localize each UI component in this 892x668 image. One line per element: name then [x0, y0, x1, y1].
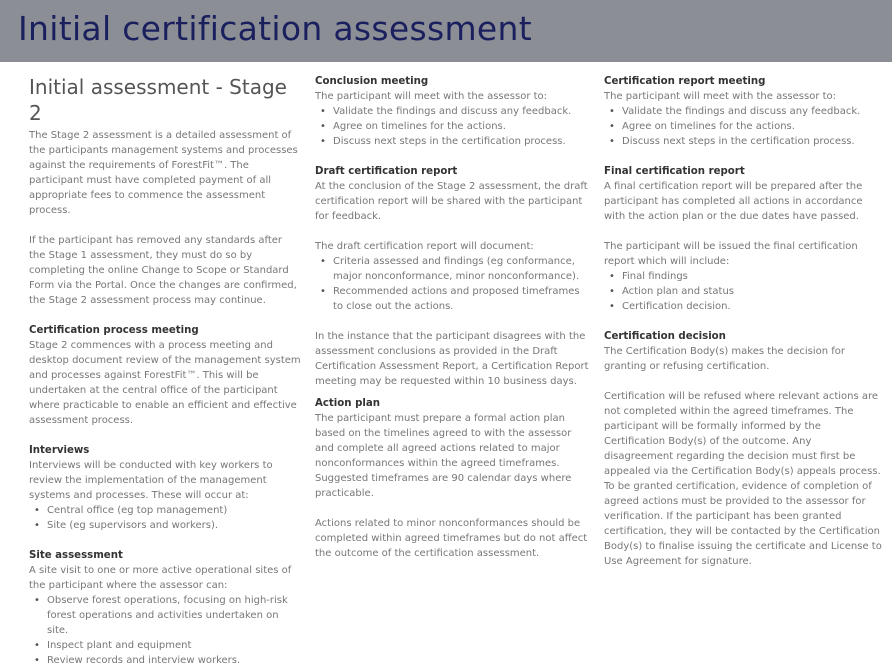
column-conclusion: [315, 74, 591, 561]
final-report-heading: Final certification report: [604, 166, 745, 177]
list-item: • Agree on timelines for the actions.: [622, 119, 882, 134]
interviews-heading: Interviews: [29, 445, 90, 456]
header-banner: [0, 0, 892, 62]
action-plan-text: The participant must prepare a formal action plan based on the timelines agreed to with the assessor and complete all agreed actions related to major nonconformances within the agreed timeframes. Suggested timeframes are 90 calendar days where practicable.: [315, 413, 572, 499]
stage-2-scope-change: If the participant has removed any standards after the Stage 1 assessment, they must do so by completing the online Change to Scope or Standard Form via the Portal. Once the changes are confirmed, the Stage 2 assessment process may continue.: [29, 235, 297, 306]
conclusion-meeting-heading: Conclusion meeting: [315, 76, 429, 87]
column-final: [604, 74, 882, 569]
final-report-list: [604, 269, 882, 314]
process-meeting-text: Stage 2 commences with a process meeting and desktop document review of the management system and processes against ForestFit™. This will be undertaken at the central office of the participant where practicable to enable an efficient and effective assessment process.: [29, 340, 301, 426]
decision-heading: Certification decision: [604, 331, 726, 342]
section-title: Initial assessment - Stage 2: [29, 75, 287, 125]
list-item: • Recommended actions and proposed timeframes to close out the actions.: [333, 284, 591, 314]
process-meeting-heading: Certification process meeting: [29, 325, 199, 336]
list-item: • Observe forest operations, focusing on high-risk forest operations and activities undertaken on site.: [47, 593, 301, 638]
list-item: • Criteria assessed and findings (eg conformance, major nonconformance, minor nonconformance).: [333, 254, 591, 284]
list-item: • Discuss next steps in the certification process.: [333, 134, 591, 149]
list-item: • Certification decision.: [622, 299, 882, 314]
decision-details-text: Certification will be refused where relevant actions are not completed within the agreed timeframes. The participant will be formally informed by the Certification Body(s) of the outcome. Any disagreement regarding the decision must first be appealed via the Certification Body(s) appeals process. To be granted certification, evidence of completion of agreed actions must be provided to the assessor for verification. If the participant has been granted certification, they will be contacted by the Certification Body(s) to finalise issuing the certificate and License to Use Agreement for signature.: [604, 391, 882, 567]
draft-report-document-text: The draft certification report will document:: [315, 241, 534, 252]
draft-report-heading: Draft certification report: [315, 166, 458, 177]
action-plan-minor-text: Actions related to minor nonconformances should be completed within agreed timeframes but do not affect the outcome of the certification assessment.: [315, 518, 588, 559]
list-item: • Discuss next steps in the certification process.: [622, 134, 882, 149]
site-assessment-heading: Site assessment: [29, 550, 123, 561]
disagreement-text: In the instance that the participant disagrees with the assessment conclusions as provided in the Draft Certification Assessment Report, a Certification Report meeting may be requested within 10 business days.: [315, 331, 589, 387]
report-meeting-list: [604, 104, 882, 149]
page-title: Initial certification assessment: [18, 9, 532, 48]
conclusion-meeting-text: The participant will meet with the assessor to:: [315, 91, 548, 102]
site-assessment-list: [29, 593, 301, 668]
list-item: • Site (eg supervisors and workers).: [47, 518, 301, 533]
draft-report-list: [315, 254, 591, 314]
conclusion-meeting-list: [315, 104, 591, 149]
interviews-text: Interviews will be conducted with key workers to review the implementation of the management systems and processes. These will occur at:: [29, 460, 273, 501]
decision-text: The Certification Body(s) makes the decision for granting or refusing certification.: [604, 346, 846, 372]
list-item: • Final findings: [622, 269, 882, 284]
list-item: • Inspect plant and equipment: [47, 638, 301, 653]
draft-report-text: At the conclusion of the Stage 2 assessment, the draft certification report will be shared with the participant for feedback.: [315, 181, 588, 222]
site-assessment-text: A site visit to one or more active operational sites of the participant where the assessor can:: [29, 565, 292, 591]
interviews-list: [29, 503, 301, 533]
column-stage-2: [29, 74, 301, 668]
final-report-text: A final certification report will be prepared after the participant has completed all actions in accordance with the action plan or the due dates have passed.: [604, 181, 863, 222]
report-meeting-text: The participant will meet with the assessor to:: [604, 91, 837, 102]
report-meeting-heading: Certification report meeting: [604, 76, 766, 87]
list-item: • Action plan and status: [622, 284, 882, 299]
list-item: • Agree on timelines for the actions.: [333, 119, 591, 134]
final-report-include-text: The participant will be issued the final certification report which will include:: [604, 241, 858, 267]
list-item: • Central office (eg top management): [47, 503, 301, 518]
list-item: • Review records and interview workers.: [47, 653, 301, 668]
list-item: • Validate the findings and discuss any feedback.: [333, 104, 591, 119]
stage-2-intro: The Stage 2 assessment is a detailed assessment of the participants management systems and processes against the requirements of ForestFit™. The participant must have completed payment of all appropriate fees to commence the assessment process.: [29, 130, 298, 216]
list-item: • Validate the findings and discuss any feedback.: [622, 104, 882, 119]
action-plan-heading: Action plan: [315, 398, 380, 409]
